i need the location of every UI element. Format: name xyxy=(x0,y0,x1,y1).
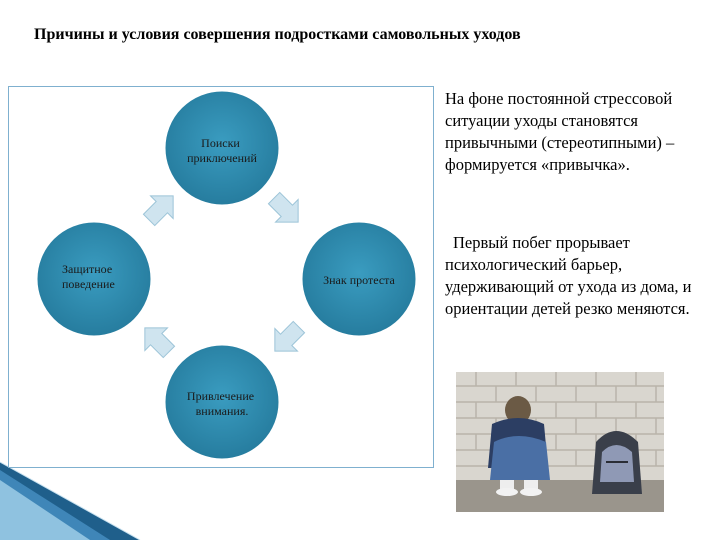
backpack xyxy=(592,431,642,494)
arrow-top-to-right xyxy=(263,187,310,234)
arrow-left-to-top xyxy=(138,185,185,232)
node-left xyxy=(36,221,152,337)
node-top-label-2: приключений xyxy=(187,151,257,165)
slide-title: Причины и условия совершения подростками самовольных уходов xyxy=(34,26,521,43)
node-bottom-label-1: Привлечение xyxy=(186,389,255,403)
stress-habit-paragraph: На фоне постоянной стрессовой ситуации уходы становятся привычными (стереотипными) – формируется «привычка». xyxy=(445,89,675,174)
node-left-label-2: поведение xyxy=(62,277,115,291)
svg-text:Привлечение внимания. xyxy=(187,389,257,418)
svg-text:Защитное поведение xyxy=(62,262,115,291)
first-escape-paragraph: Первый побег прорывает психологический барьер, удерживающий от ухода из дома, и ориентации детей резко меняются. xyxy=(445,233,692,318)
arrow-bottom-to-left xyxy=(134,317,181,364)
node-top-label-1: Поиски xyxy=(201,136,240,150)
node-right-label-1: Знак протеста xyxy=(323,273,395,287)
node-left-label-1: Защитное xyxy=(62,262,113,276)
node-bottom xyxy=(164,344,280,460)
arrow-right-to-bottom xyxy=(264,316,311,363)
node-bottom-label-2: внимания. xyxy=(195,404,249,418)
svg-text:Знак протеста xyxy=(323,273,395,287)
cycle-diagram-canvas xyxy=(9,87,433,467)
node-top xyxy=(164,90,280,206)
teenager-photo-illustration xyxy=(456,372,664,512)
cycle-diagram xyxy=(8,86,434,468)
photo-image xyxy=(456,372,664,512)
node-right xyxy=(301,221,417,337)
